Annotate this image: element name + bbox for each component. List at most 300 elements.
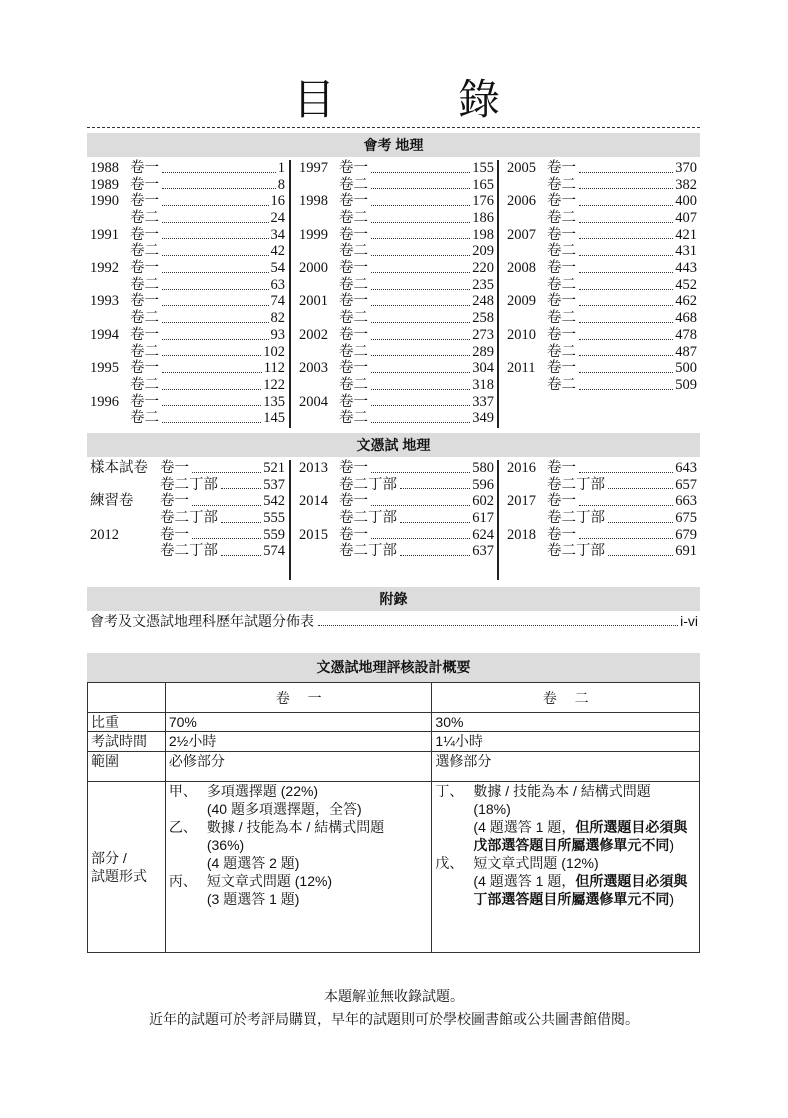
index-entry[interactable]: [299, 193, 494, 210]
entry-page: 82: [270, 310, 285, 327]
index-entry[interactable]: [299, 527, 494, 544]
index-entry[interactable]: [299, 260, 494, 277]
entry-paper: 卷一: [130, 393, 159, 410]
dot-leader: [579, 188, 673, 189]
entry-paper: 卷二: [547, 210, 576, 227]
dot-leader: [371, 538, 470, 539]
section-mark: 甲、: [168, 783, 197, 799]
entry-page: 16: [270, 193, 285, 210]
entry-page: 135: [263, 393, 285, 410]
index-entry[interactable]: [507, 377, 697, 394]
assessment-summary-table: [87, 682, 700, 953]
entry-paper: 卷一: [547, 360, 576, 377]
title-char-2: 錄: [458, 75, 501, 124]
note-text: ): [669, 891, 675, 907]
entry-paper: 卷二丁部: [339, 510, 397, 527]
index-entry[interactable]: [299, 377, 494, 394]
index-entry[interactable]: [299, 243, 494, 260]
entry-page: 8: [277, 176, 285, 193]
dot-leader: [162, 255, 269, 256]
section-title: 數據 / 技能為本 / 結構式問題: [206, 819, 385, 835]
row-label-time: 考試時間: [88, 732, 166, 752]
entry-paper: 卷一: [339, 193, 368, 210]
entry-page: 624: [472, 526, 494, 543]
entry-paper: 卷二: [339, 243, 368, 260]
section-heading-appendix: 附錄: [87, 587, 700, 611]
index-column: [507, 460, 697, 560]
entry-paper: 卷一: [547, 526, 576, 543]
dot-leader: [371, 355, 470, 356]
dot-leader: [221, 555, 261, 556]
dot-leader: [371, 372, 470, 373]
column-divider: [289, 460, 291, 580]
entry-page: 452: [675, 276, 697, 293]
dot-leader: [162, 238, 269, 239]
index-entry[interactable]: [90, 210, 285, 227]
section-mark: 乙、: [168, 819, 197, 835]
entry-page: 637: [472, 543, 494, 560]
format-label-line-1: 部分 /: [91, 850, 127, 866]
dot-leader: [579, 505, 673, 506]
title-char-1: 目: [293, 75, 336, 124]
entry-year: 1997: [299, 159, 328, 176]
entry-paper: 卷一: [547, 459, 576, 476]
dot-leader: [371, 289, 470, 290]
dot-leader: [192, 472, 261, 473]
entry-paper: 卷二: [547, 376, 576, 393]
section-note: [435, 818, 696, 854]
index-entry[interactable]: [507, 510, 697, 527]
header-paper-2: 卷 二: [432, 683, 700, 713]
dot-leader: [162, 272, 269, 273]
index-entry[interactable]: [299, 227, 494, 244]
index-entry[interactable]: [90, 327, 285, 344]
entry-page: 400: [675, 193, 697, 210]
entry-paper: 卷一: [130, 360, 159, 377]
index-entry[interactable]: [507, 210, 697, 227]
entry-paper: 卷二丁部: [160, 510, 218, 527]
index-entry[interactable]: [299, 310, 494, 327]
entry-paper: 卷一: [339, 226, 368, 243]
dot-leader: [192, 538, 261, 539]
note-text: (4 題選答 1 題，: [473, 819, 576, 835]
entry-paper: 卷一: [160, 459, 189, 476]
index-entry[interactable]: [507, 477, 697, 494]
section-mark: 戊、: [435, 855, 464, 871]
index-entry[interactable]: [299, 327, 494, 344]
appendix-page: i-vi: [680, 613, 698, 629]
entry-page: 580: [472, 459, 494, 476]
weight-paper-2: 30%: [432, 713, 700, 732]
index-entry[interactable]: [299, 543, 494, 560]
section-title: 數據 / 技能為本 / 結構式問題: [473, 783, 651, 799]
appendix-entry[interactable]: [90, 612, 698, 630]
index-entry[interactable]: [507, 177, 697, 194]
index-entry[interactable]: [507, 227, 697, 244]
index-entry[interactable]: [90, 360, 285, 377]
index-entry[interactable]: [507, 260, 697, 277]
dot-leader: [579, 238, 673, 239]
entry-paper: 卷一: [339, 493, 368, 510]
index-entry[interactable]: [90, 310, 285, 327]
entry-paper: 卷二: [339, 276, 368, 293]
index-entry[interactable]: [507, 493, 697, 510]
dot-leader: [371, 389, 470, 390]
entry-paper: 卷二: [339, 376, 368, 393]
entry-page: 663: [675, 493, 697, 510]
entry-year: 2014: [299, 493, 328, 510]
entry-paper: 卷一: [339, 260, 368, 277]
entry-page: 318: [472, 376, 494, 393]
entry-year: 1988: [90, 159, 119, 176]
column-divider: [497, 160, 499, 428]
entry-paper: 卷二丁部: [547, 510, 605, 527]
entry-paper: 卷一: [339, 159, 368, 176]
entry-paper: 卷一: [339, 459, 368, 476]
dot-leader: [162, 305, 269, 306]
section-note: (3 題選答 1 題): [206, 891, 300, 907]
dot-leader: [162, 205, 269, 206]
entry-page: 209: [472, 243, 494, 260]
entry-year: 2011: [507, 360, 536, 377]
entry-page: 93: [270, 326, 285, 343]
entry-year: 2001: [299, 293, 328, 310]
entry-paper: 卷二丁部: [547, 476, 605, 493]
entry-paper: 卷二: [339, 310, 368, 327]
index-entry[interactable]: [299, 344, 494, 361]
appendix-title: 會考及文憑試地理科歷年試題分佈表: [90, 613, 314, 629]
dot-leader: [608, 488, 673, 489]
entry-page: 407: [675, 210, 697, 227]
entry-paper: 卷二: [339, 176, 368, 193]
index-entry[interactable]: [507, 360, 697, 377]
entry-page: 122: [263, 376, 285, 393]
index-entry[interactable]: [90, 160, 285, 177]
entry-year: 2015: [299, 526, 328, 543]
dot-leader: [371, 238, 470, 239]
index-entry[interactable]: [507, 460, 697, 477]
dot-leader: [579, 472, 673, 473]
entry-year: 2010: [507, 326, 536, 343]
section-percent: (18%): [473, 801, 511, 817]
entry-paper: 卷二: [339, 210, 368, 227]
entry-page: 248: [472, 293, 494, 310]
entry-paper: 卷二: [130, 410, 159, 427]
entry-paper: 卷一: [547, 293, 576, 310]
index-entry[interactable]: [507, 310, 697, 327]
entry-paper: 卷二: [130, 376, 159, 393]
column-divider: [497, 460, 499, 580]
index-entry[interactable]: [90, 477, 285, 494]
index-column: [507, 160, 697, 394]
note-text: (4 題選答 1 題，: [473, 873, 576, 889]
column-divider: [289, 160, 291, 428]
dot-leader: [162, 222, 269, 223]
entry-year: 2000: [299, 260, 328, 277]
dot-leader: [579, 389, 673, 390]
entry-paper: 卷二: [547, 243, 576, 260]
format-paper-2: [432, 782, 700, 953]
section-mark: 丁、: [435, 783, 464, 799]
entry-year: 2005: [507, 159, 536, 176]
entry-page: 198: [472, 226, 494, 243]
dot-leader: [162, 339, 269, 340]
format-paper-1: [165, 782, 432, 953]
entry-paper: 卷二丁部: [160, 476, 218, 493]
entry-year: 樣本試卷: [90, 459, 148, 476]
index-entry[interactable]: [507, 327, 697, 344]
footer-note-1: 本題解並無收錄試題。: [324, 988, 464, 1004]
index-entry[interactable]: [90, 377, 285, 394]
entry-year: 2007: [507, 226, 536, 243]
index-entry[interactable]: [299, 210, 494, 227]
entry-page: 63: [270, 276, 285, 293]
index-entry[interactable]: [299, 477, 494, 494]
index-entry[interactable]: [299, 394, 494, 411]
format-label-line-2: 試題形式: [91, 868, 147, 884]
entry-page: 349: [472, 410, 494, 427]
entry-paper: 卷一: [130, 193, 159, 210]
entry-page: 54: [270, 260, 285, 277]
entry-page: 443: [675, 260, 697, 277]
entry-page: 304: [472, 360, 494, 377]
entry-paper: 卷二: [130, 210, 159, 227]
section-note: [435, 872, 696, 908]
entry-paper: 卷一: [339, 293, 368, 310]
entry-page: 657: [675, 476, 697, 493]
entry-paper: 卷一: [130, 326, 159, 343]
index-entry[interactable]: [507, 193, 697, 210]
hkcee-index: [87, 160, 700, 428]
dot-leader: [579, 172, 673, 173]
entry-year: 1991: [90, 226, 119, 243]
index-entry[interactable]: [507, 160, 697, 177]
corner-cell: [88, 683, 166, 713]
dot-leader: [579, 289, 673, 290]
entry-paper: 卷二丁部: [160, 543, 218, 560]
entry-page: 337: [472, 393, 494, 410]
entry-page: 691: [675, 543, 697, 560]
entry-page: 1: [277, 159, 285, 176]
entry-paper: 卷二: [547, 343, 576, 360]
index-entry[interactable]: [90, 260, 285, 277]
section-heading-hkcee: 會考 地理: [87, 133, 700, 157]
entry-page: 273: [472, 326, 494, 343]
entry-page: 555: [263, 510, 285, 527]
entry-year: 1998: [299, 193, 328, 210]
row-label-format: [88, 782, 166, 953]
entry-paper: 卷二丁部: [339, 543, 397, 560]
entry-page: 542: [263, 493, 285, 510]
entry-year: 1992: [90, 260, 119, 277]
section-title: 多項選擇題 (22%): [206, 783, 319, 799]
entry-page: 675: [675, 510, 697, 527]
entry-paper: 卷一: [339, 393, 368, 410]
entry-paper: 卷一: [547, 226, 576, 243]
entry-page: 34: [270, 226, 285, 243]
index-entry[interactable]: [299, 410, 494, 427]
dot-leader: [400, 488, 470, 489]
index-entry[interactable]: [90, 227, 285, 244]
section-mark: 丙、: [168, 873, 197, 889]
dot-leader: [162, 322, 269, 323]
entry-year: 1989: [90, 176, 119, 193]
entry-page: 521: [263, 459, 285, 476]
entry-page: 165: [472, 176, 494, 193]
note-emphasis: 但所選題目必須與戊部選答題目所屬選修單元不同: [473, 819, 688, 853]
index-entry[interactable]: [90, 277, 285, 294]
index-entry[interactable]: [90, 344, 285, 361]
dot-leader: [400, 555, 470, 556]
dot-leader: [162, 172, 276, 173]
entry-page: 617: [472, 510, 494, 527]
entry-year: 1994: [90, 326, 119, 343]
index-entry[interactable]: [90, 193, 285, 210]
entry-year: 2017: [507, 493, 536, 510]
entry-year: 2002: [299, 326, 328, 343]
entry-year: 練習卷: [90, 493, 134, 510]
dot-leader: [371, 255, 470, 256]
header-paper-1: 卷 一: [165, 683, 432, 713]
index-entry[interactable]: [90, 543, 285, 560]
entry-page: 42: [270, 243, 285, 260]
entry-paper: 卷一: [547, 493, 576, 510]
entry-paper: 卷一: [130, 293, 159, 310]
index-entry[interactable]: [90, 243, 285, 260]
index-entry[interactable]: [90, 294, 285, 311]
entry-year: 2006: [507, 193, 536, 210]
dot-leader: [579, 272, 673, 273]
dot-leader: [371, 405, 470, 406]
entry-paper: 卷一: [339, 360, 368, 377]
entry-page: 102: [263, 343, 285, 360]
index-entry[interactable]: [299, 460, 494, 477]
entry-page: 596: [472, 476, 494, 493]
index-entry[interactable]: [90, 177, 285, 194]
dot-leader: [221, 522, 261, 523]
dot-leader: [579, 205, 673, 206]
dot-leader: [192, 505, 261, 506]
dot-leader: [371, 172, 470, 173]
dot-leader: [579, 339, 673, 340]
entry-paper: 卷二: [130, 276, 159, 293]
dot-leader: [400, 522, 470, 523]
entry-page: 370: [675, 159, 697, 176]
index-entry[interactable]: [299, 360, 494, 377]
entry-page: 155: [472, 159, 494, 176]
entry-page: 462: [675, 293, 697, 310]
dot-leader: [579, 222, 673, 223]
dot-leader: [371, 422, 470, 423]
entry-page: 478: [675, 326, 697, 343]
index-entry[interactable]: [90, 410, 285, 427]
dot-leader: [579, 538, 673, 539]
index-column: [90, 160, 285, 427]
index-entry[interactable]: [507, 243, 697, 260]
entry-year: 1995: [90, 360, 119, 377]
entry-paper: 卷一: [547, 260, 576, 277]
index-entry[interactable]: [90, 527, 285, 544]
dot-leader: [162, 289, 269, 290]
entry-page: 235: [472, 276, 494, 293]
entry-paper: 卷二: [130, 310, 159, 327]
dot-leader: [162, 372, 262, 373]
index-entry[interactable]: [90, 510, 285, 527]
dot-leader: [371, 188, 470, 189]
index-entry[interactable]: [507, 543, 697, 560]
entry-paper: 卷二: [547, 176, 576, 193]
dot-leader: [371, 472, 470, 473]
entry-paper: 卷二: [339, 410, 368, 427]
entry-paper: 卷二丁部: [339, 476, 397, 493]
index-entry[interactable]: [507, 277, 697, 294]
scope-paper-1: 必修部分: [165, 752, 432, 782]
index-entry[interactable]: [507, 527, 697, 544]
entry-paper: 卷二: [547, 276, 576, 293]
index-entry[interactable]: [299, 294, 494, 311]
entry-year: 2012: [90, 526, 119, 543]
entry-year: 2009: [507, 293, 536, 310]
dot-leader: [579, 322, 673, 323]
index-entry[interactable]: [299, 510, 494, 527]
entry-page: 643: [675, 459, 697, 476]
index-entry[interactable]: [90, 394, 285, 411]
entry-page: 559: [263, 526, 285, 543]
entry-year: 2004: [299, 393, 328, 410]
index-entry[interactable]: [299, 493, 494, 510]
entry-paper: 卷一: [547, 193, 576, 210]
index-entry[interactable]: [299, 177, 494, 194]
row-label-scope: 範圍: [88, 752, 166, 782]
index-column: [299, 160, 494, 427]
entry-year: 2013: [299, 459, 328, 476]
entry-page: 289: [472, 343, 494, 360]
index-entry[interactable]: [507, 344, 697, 361]
hkdse-index: [87, 460, 700, 580]
entry-paper: 卷二: [130, 243, 159, 260]
section-title: 短文章式問題 (12%): [473, 855, 599, 871]
entry-paper: 卷一: [547, 326, 576, 343]
index-entry[interactable]: [90, 460, 285, 477]
entry-paper: 卷二: [547, 310, 576, 327]
entry-year: 1993: [90, 293, 119, 310]
dot-leader: [371, 305, 470, 306]
entry-paper: 卷一: [339, 326, 368, 343]
entry-year: 2016: [507, 459, 536, 476]
section-title: 短文章式問題 (12%): [206, 873, 333, 889]
dot-leader: [608, 522, 673, 523]
entry-page: 382: [675, 176, 697, 193]
entry-paper: 卷一: [130, 226, 159, 243]
index-entry[interactable]: [90, 493, 285, 510]
time-paper-1: 2½小時: [165, 732, 432, 752]
entry-year: 1996: [90, 393, 119, 410]
index-column: [90, 460, 285, 560]
index-entry[interactable]: [299, 160, 494, 177]
section-heading-hkdse: 文憑試 地理: [87, 433, 700, 457]
index-entry[interactable]: [507, 294, 697, 311]
row-label-weight: 比重: [88, 713, 166, 732]
entry-paper: 卷二: [339, 343, 368, 360]
note-emphasis: 但所選題目必須與丁部選答題目所屬選修單元不同: [473, 873, 688, 907]
entry-page: 258: [472, 310, 494, 327]
entry-year: 2008: [507, 260, 536, 277]
entry-page: 679: [675, 526, 697, 543]
dot-leader: [318, 625, 678, 626]
entry-year: 1999: [299, 226, 328, 243]
index-entry[interactable]: [299, 277, 494, 294]
entry-page: 176: [472, 193, 494, 210]
